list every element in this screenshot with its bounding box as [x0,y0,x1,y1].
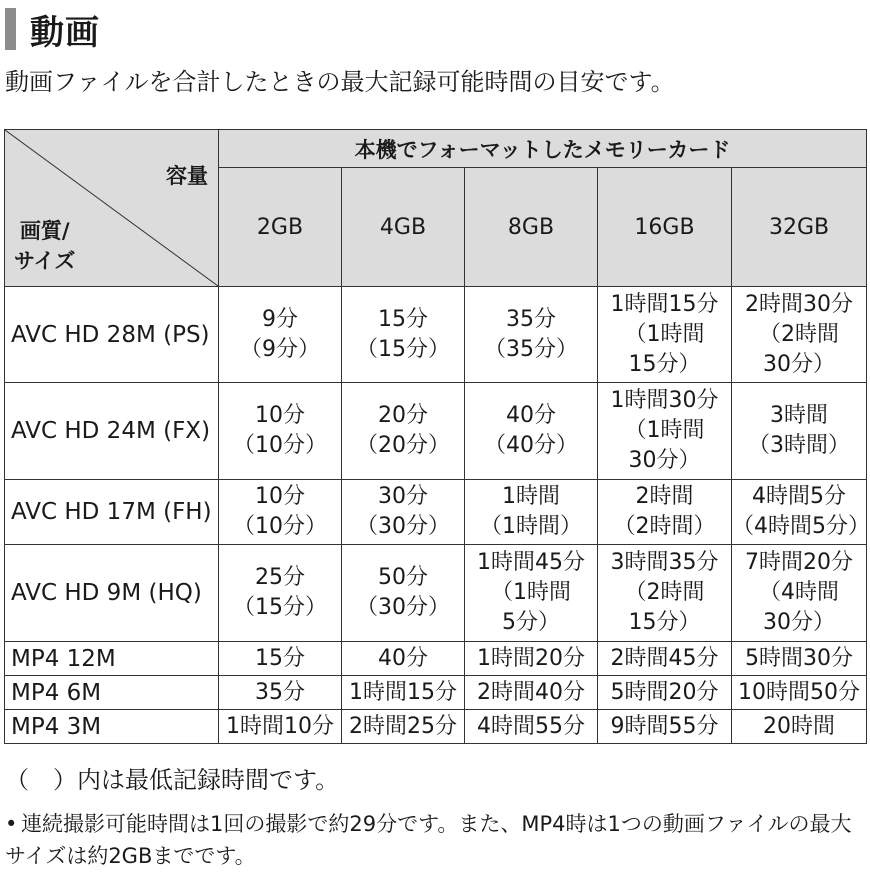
recording-time-cell [465,383,598,480]
time-value: （35分） [484,336,578,362]
time-value: 2時間25分 [349,713,457,739]
time-value: 10分 [255,484,305,509]
quality-label-line1: 画質/ [19,219,70,243]
time-value: （3時間） [748,433,851,458]
time-value: 1時間10分 [226,713,334,739]
time-value: 35分 [506,306,556,332]
capacity-header: 16GB [598,168,732,287]
time-value: （1時間 [624,321,705,347]
recording-time-cell [732,676,867,710]
time-value: （1時間） [480,514,582,539]
time-value: （2時間 [759,321,840,347]
time-value: 20時間 [763,713,836,739]
time-value: 35分 [255,679,305,705]
time-value: 50分 [378,565,428,590]
table-row [5,545,867,642]
recording-time-cell [219,383,342,480]
recording-time-cell [342,642,465,676]
time-value: 1時間15分 [349,679,457,705]
recording-time-cell [732,545,867,642]
time-value: 9時間55分 [610,713,719,739]
time-value: 40分 [506,403,556,428]
recording-time-cell [465,642,598,676]
recording-time-cell [598,545,732,642]
time-value: 30分） [763,351,836,377]
continuous-shooting-note [5,808,865,872]
time-value: 1時間45分 [477,550,585,575]
time-value: 7時間20分 [745,550,854,575]
recording-time-cell [465,287,598,383]
recording-time-cell [219,287,342,383]
recording-time-cell [732,710,867,744]
row-label: AVC HD 9M (HQ) [5,545,219,642]
time-value: 2時間 [635,484,694,509]
time-value: （10分） [233,514,327,539]
quality-label-line2: サイズ [14,249,76,273]
table-corner-header [5,130,219,287]
time-value: 4時間5分 [752,484,847,509]
recording-time-cell [465,676,598,710]
time-value: 3時間35分 [610,550,719,575]
time-value: 15分 [378,306,428,332]
time-value: 30分 [378,484,428,509]
capacity-header: 2GB [219,168,342,287]
quality-size-label [14,216,75,276]
minimum-time-note: （ ）内は最低記録時間です。 [5,766,340,794]
recording-time-cell [342,676,465,710]
time-value: 9分 [262,306,298,332]
recording-time-cell [465,710,598,744]
recording-time-cell [219,642,342,676]
time-value: 3時間 [770,403,829,428]
table-row [5,710,867,744]
recording-time-cell [342,480,465,545]
row-label: MP4 3M [5,710,219,744]
continuous-shooting-text: 連続撮影可能時間は1回の撮影で約29分です。また、MP4時は1つの動画ファイルの最大サイズは約2GBまでです。 [5,812,852,868]
row-label: AVC HD 17M (FH) [5,480,219,545]
time-value: （4時間 [759,580,840,605]
recording-time-cell [732,287,867,383]
time-value: （2時間） [613,514,716,539]
recording-time-cell [219,710,342,744]
table-row [5,383,867,480]
time-value: （10分） [233,433,327,458]
time-value: 5時間20分 [610,679,719,705]
table-row [5,642,867,676]
time-value: 2時間40分 [477,679,585,705]
recording-time-cell [219,676,342,710]
recording-time-cell [219,545,342,642]
time-value: （1時間 [624,418,705,443]
table-row [5,287,867,383]
recording-time-cell [219,480,342,545]
row-label: MP4 6M [5,676,219,710]
recording-time-cell [342,287,465,383]
time-value: （4時間5分） [732,514,870,539]
time-value: 5分） [502,610,560,635]
time-value: 1時間15分 [610,291,719,317]
capacity-header: 32GB [732,168,867,287]
time-value: （30分） [356,514,450,539]
time-value: 25分 [255,565,305,590]
row-label: AVC HD 28M (PS) [5,287,219,383]
recording-time-cell [598,383,732,480]
row-label: AVC HD 24M (FX) [5,383,219,480]
time-value: 1時間20分 [477,645,585,671]
time-value: 40分 [378,645,428,671]
time-value: 30分） [763,610,836,635]
recording-time-table [4,129,870,744]
time-value: （9分） [240,336,320,362]
recording-time-cell [465,480,598,545]
row-label: MP4 12M [5,642,219,676]
time-value: 2時間45分 [610,645,719,671]
time-value: （20分） [356,433,450,458]
heading-marker [5,8,16,50]
time-value: （40分） [484,433,578,458]
recording-time-cell [732,383,867,480]
capacity-label: 容量 [166,164,208,188]
recording-time-cell [342,383,465,480]
recording-time-cell [598,642,732,676]
time-value: （15分） [233,595,327,620]
time-value: 4時間55分 [477,713,585,739]
recording-time-cell [732,480,870,545]
time-value: 20分 [378,403,428,428]
recording-time-cell [465,545,598,642]
time-value: 15分 [255,645,305,671]
section-title: 動画 [30,12,100,53]
recording-time-cell [342,545,465,642]
recording-time-cell [732,642,867,676]
intro-text: 動画ファイルを合計したときの最大記録可能時間の目安です。 [5,68,675,96]
capacity-header: 4GB [342,168,465,287]
table-body [5,287,870,744]
time-value: 10分 [255,403,305,428]
table-row [5,480,867,545]
time-value: 15分） [628,351,701,377]
time-value: （2時間 [624,580,705,605]
time-value: 30分） [628,448,701,473]
memory-card-group-header: 本機でフォーマットしたメモリーカード [219,130,867,168]
bullet: • [5,812,18,836]
time-value: （30分） [356,595,450,620]
time-value: 2時間30分 [745,291,854,317]
recording-time-cell [598,480,732,545]
capacity-header: 8GB [465,168,598,287]
time-value: （15分） [356,336,450,362]
time-value: 1時間 [502,484,560,509]
recording-time-cell [342,710,465,744]
table-row [5,676,867,710]
recording-time-cell [598,676,732,710]
time-value: 1時間30分 [610,388,719,413]
time-value: 10時間50分 [738,679,861,705]
time-value: 5時間30分 [745,645,854,671]
recording-time-cell [598,710,732,744]
recording-time-cell [598,287,732,383]
time-value: 15分） [628,610,701,635]
section-heading [5,6,100,52]
time-value: （1時間 [491,580,571,605]
